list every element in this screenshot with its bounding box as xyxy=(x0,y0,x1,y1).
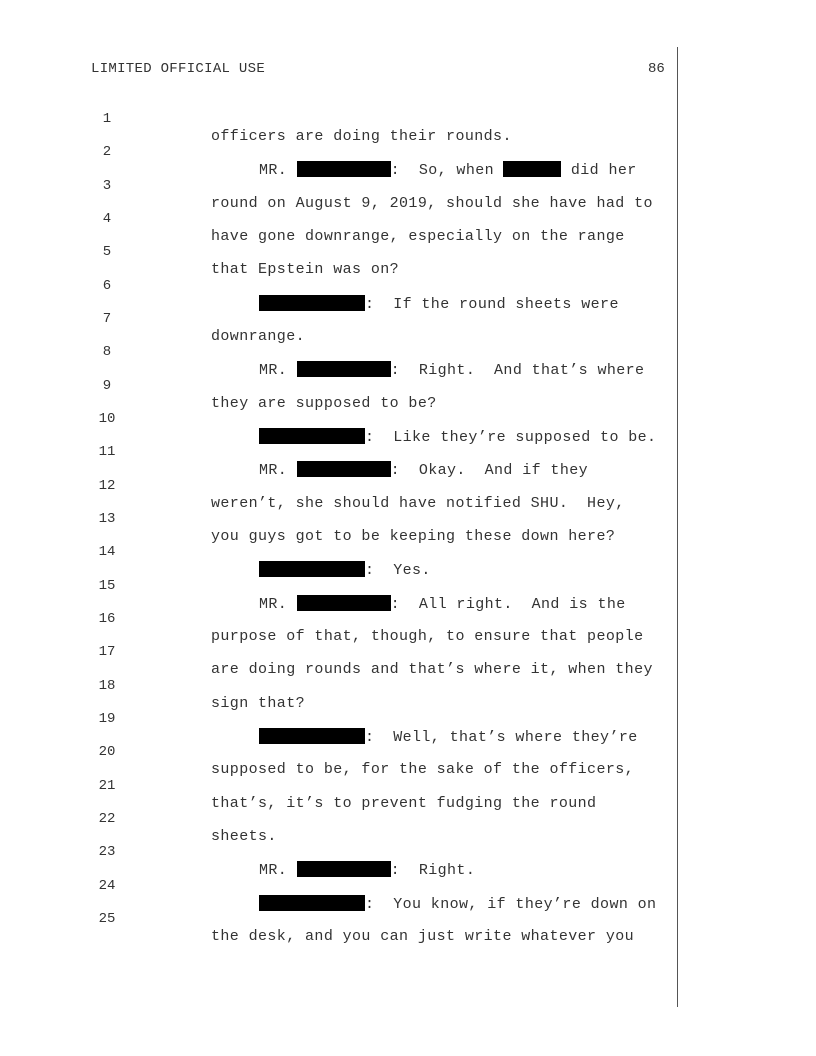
line-text: supposed to be, for the sake of the officers, xyxy=(211,761,635,778)
redaction-box xyxy=(297,361,391,377)
right-margin-rule xyxy=(677,47,678,1007)
speaker-prefix: MR. xyxy=(259,162,297,179)
line-number: 6 xyxy=(102,278,112,294)
line-text: are doing rounds and that’s where it, when they xyxy=(211,661,653,678)
line-number: 3 xyxy=(102,178,112,194)
line-number: 8 xyxy=(102,344,112,360)
line-number: 19 xyxy=(98,711,116,727)
line-text xyxy=(259,161,637,179)
line-number: 21 xyxy=(98,778,116,794)
redaction-box xyxy=(503,161,561,177)
line-text: that Epstein was on? xyxy=(211,261,400,278)
line-text xyxy=(259,428,656,446)
transcript-line xyxy=(0,227,400,278)
line-text-after-redaction: : You know, if they’re down on xyxy=(365,896,657,913)
line-text xyxy=(259,728,638,746)
speaker-prefix: MR. xyxy=(259,462,297,479)
transcript-line xyxy=(0,94,512,145)
redaction-box xyxy=(259,295,365,311)
line-text xyxy=(259,595,626,613)
speaker-prefix: MR. xyxy=(259,862,297,879)
line-text-after-redaction: : Like they’re supposed to be. xyxy=(365,429,657,446)
line-number: 9 xyxy=(102,378,112,394)
line-number: 12 xyxy=(98,478,116,494)
line-number: 14 xyxy=(98,544,116,560)
redaction-box xyxy=(297,861,391,877)
speaker-prefix: MR. xyxy=(259,596,297,613)
line-number: 23 xyxy=(98,844,116,860)
line-number: 2 xyxy=(102,144,112,160)
line-text: purpose of that, though, to ensure that people xyxy=(211,628,644,645)
line-text: that’s, it’s to prevent fudging the round xyxy=(211,795,597,812)
line-text-after-redaction: : Right. xyxy=(390,862,476,879)
redaction-box xyxy=(297,461,391,477)
redaction-box xyxy=(259,728,365,744)
classification-header: LIMITED OFFICIAL USE xyxy=(91,61,266,77)
line-number: 1 xyxy=(102,111,112,127)
line-text xyxy=(259,895,656,913)
line-number: 20 xyxy=(98,744,116,760)
line-number: 25 xyxy=(98,911,116,927)
line-text xyxy=(259,295,619,313)
line-text-after-redaction: : Yes. xyxy=(365,562,431,579)
line-number: 5 xyxy=(102,244,112,260)
line-text-after-redaction: : All right. And is the xyxy=(390,596,626,613)
line-number: 4 xyxy=(102,211,112,227)
line-text: the desk, and you can just write whatever you xyxy=(211,928,635,945)
line-text: you guys got to be keeping these down here? xyxy=(211,528,616,545)
line-text: weren’t, she should have notified SHU. Hey, xyxy=(211,495,625,512)
line-text-after-redaction: : So, when xyxy=(390,162,504,179)
line-text: have gone downrange, especially on the range xyxy=(211,228,625,245)
line-text xyxy=(259,461,588,479)
line-text xyxy=(259,861,475,879)
line-text xyxy=(259,561,431,579)
redaction-box xyxy=(297,161,391,177)
line-text: sheets. xyxy=(211,828,277,845)
speaker-prefix: MR. xyxy=(259,362,297,379)
redaction-box xyxy=(297,595,391,611)
page-number: 86 xyxy=(648,61,665,77)
line-number: 16 xyxy=(98,611,116,627)
line-text-after-redaction: : Well, that’s where they’re xyxy=(365,729,638,746)
transcript-line xyxy=(0,661,306,712)
line-number: 24 xyxy=(98,878,116,894)
redaction-box xyxy=(259,561,365,577)
line-number: 11 xyxy=(98,444,116,460)
line-text xyxy=(259,361,644,379)
line-number: 7 xyxy=(102,311,112,327)
redaction-box xyxy=(259,428,365,444)
line-text-after-redaction: : Right. And that’s where xyxy=(390,362,645,379)
line-text-after-redaction: did her xyxy=(561,162,637,179)
line-text: downrange. xyxy=(211,328,306,345)
transcript-line xyxy=(0,294,306,345)
line-text-after-redaction: : If the round sheets were xyxy=(365,296,619,313)
line-number: 18 xyxy=(98,678,116,694)
line-number: 10 xyxy=(98,411,116,427)
line-number: 17 xyxy=(98,644,116,660)
line-text-after-redaction: : Okay. And if they xyxy=(390,462,589,479)
line-text: sign that? xyxy=(211,695,306,712)
redaction-box xyxy=(259,895,365,911)
line-text: round on August 9, 2019, should she have had to xyxy=(211,195,653,212)
transcript-line xyxy=(0,794,277,845)
line-number: 13 xyxy=(98,511,116,527)
line-text: they are supposed to be? xyxy=(211,395,437,412)
line-number: 15 xyxy=(98,578,116,594)
line-number: 22 xyxy=(98,811,116,827)
line-text: officers are doing their rounds. xyxy=(211,128,512,145)
